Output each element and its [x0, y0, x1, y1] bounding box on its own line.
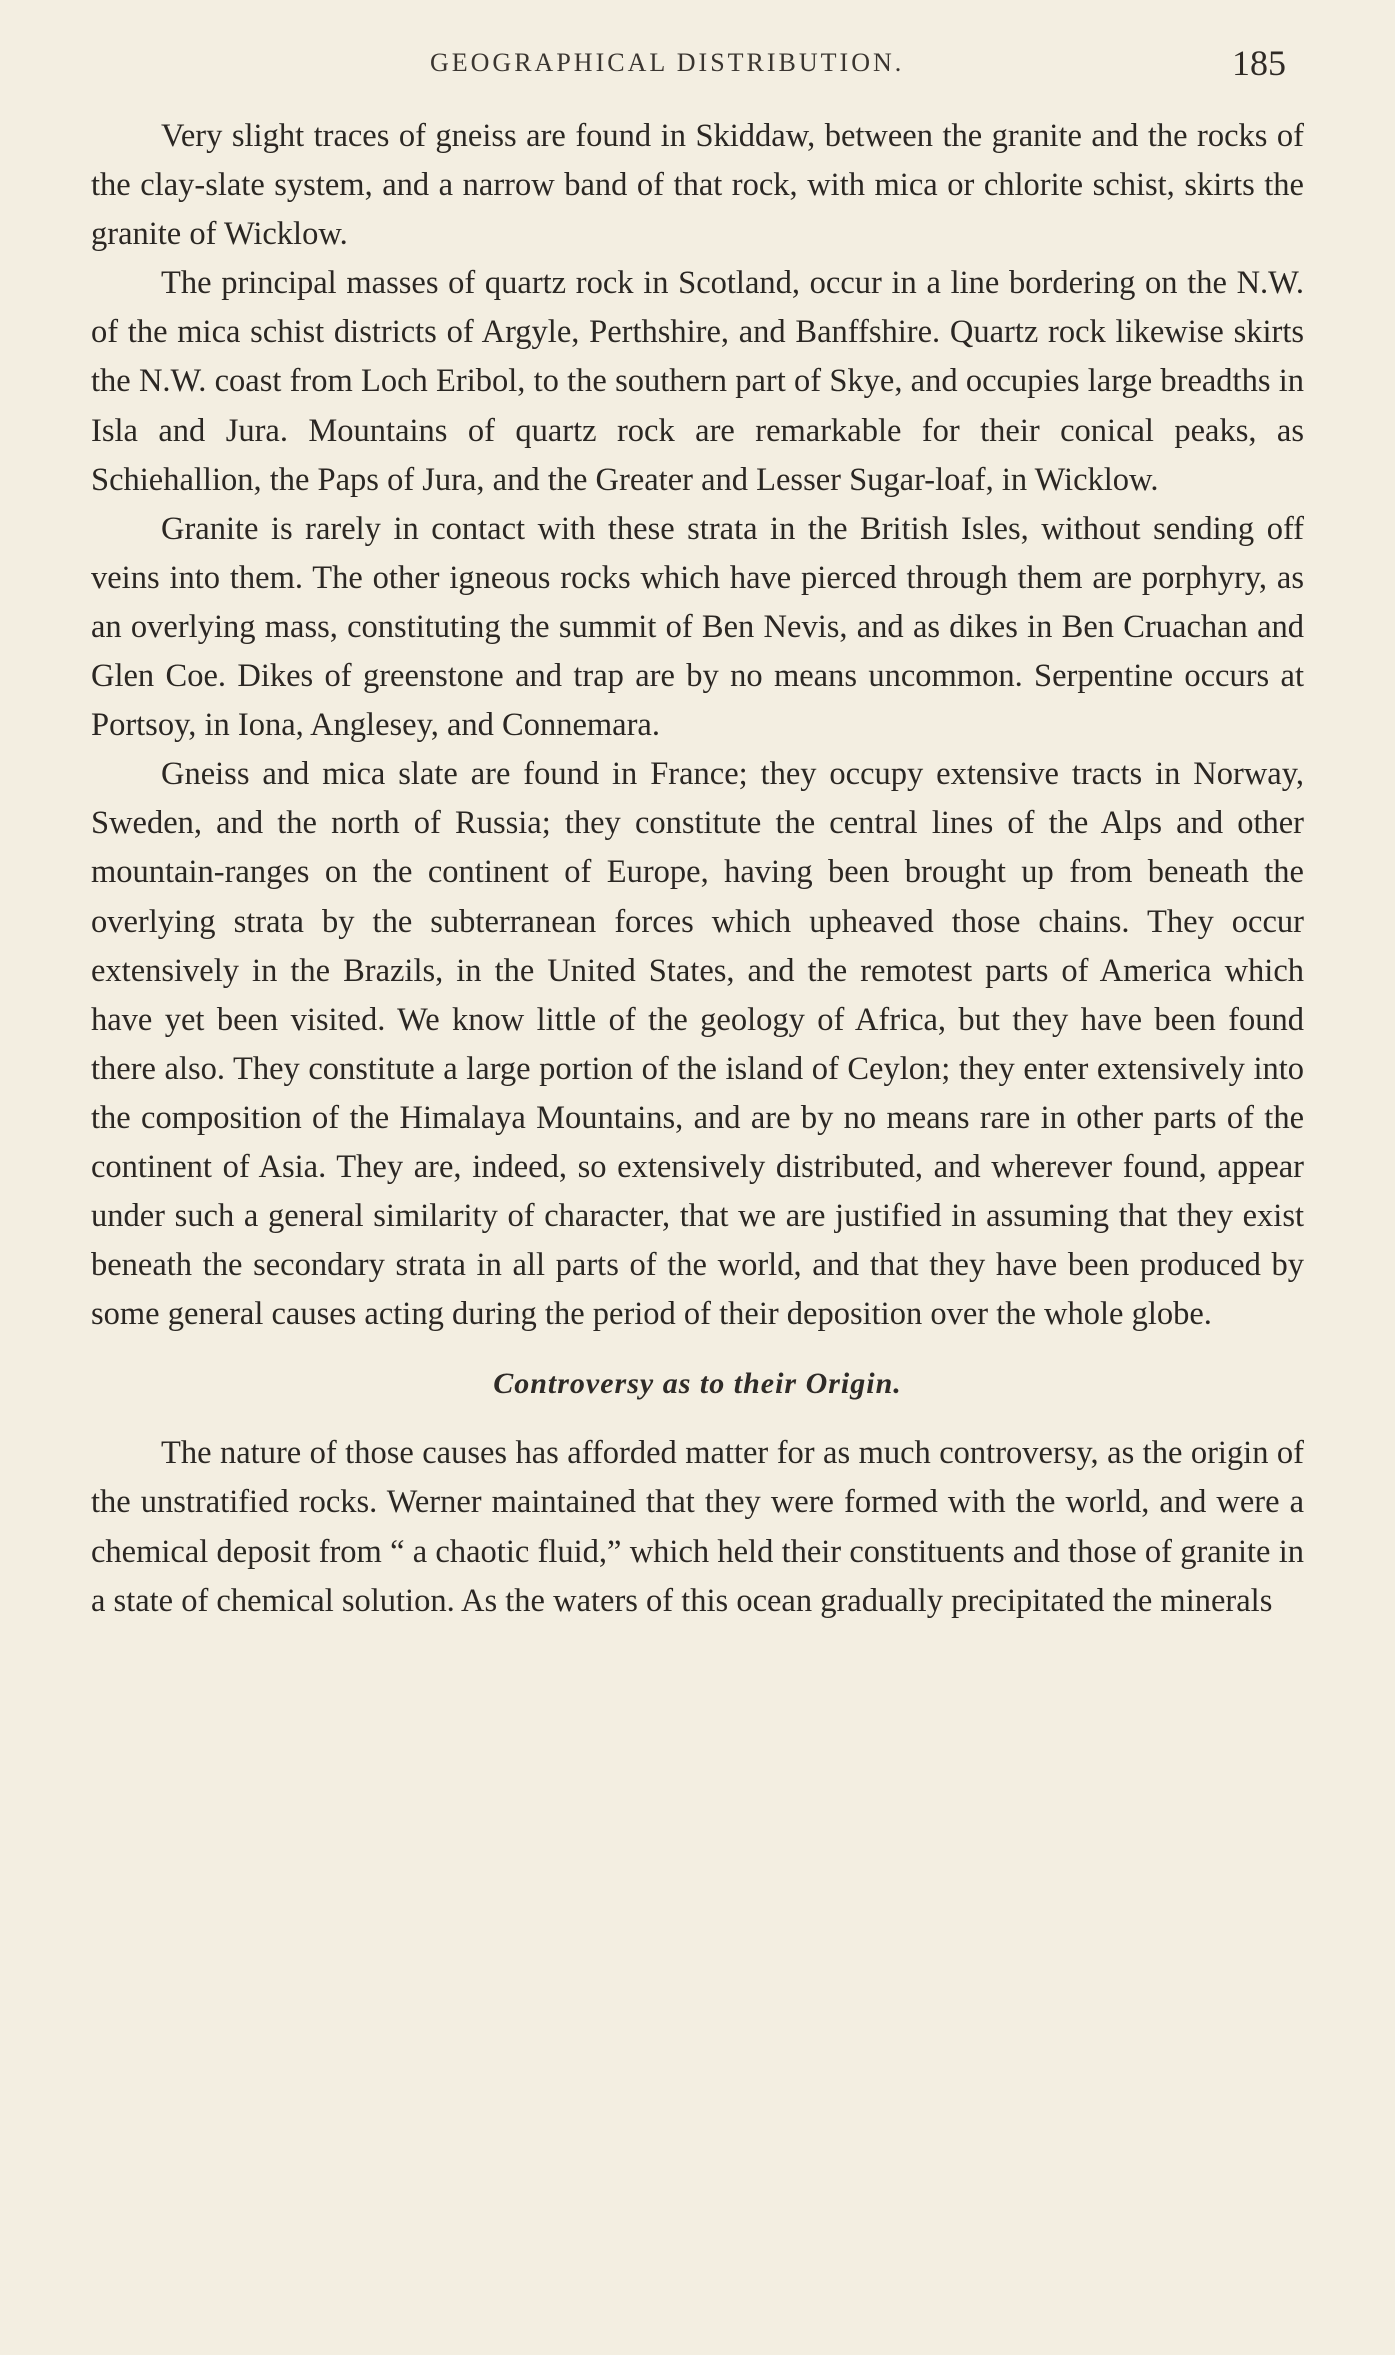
- running-title: GEOGRAPHICAL DISTRIBUTION.: [430, 48, 905, 77]
- section-heading: Controversy as to their Origin.: [493, 1367, 902, 1401]
- paragraph-skiddaw-gneiss: Very slight traces of gneiss are found in Skiddaw, between the granite and the rocks of the clay-slate system, and a narrow band of that rock, with mica or chlorite schist, skirts the granite of Wicklow.: [91, 118, 1304, 253]
- running-header: [0, 44, 1395, 84]
- paragraph-quartz-rock-scotland: The principal masses of quartz rock in Scotland, occur in a line bordering on the N.W. of the mica schist districts of Argyle, Perthshire, and Banffshire. Quartz rock likewise skirts the N.W. coast from Loch Eribol, to the southern part of Skye, and occupies large breadths in Isla and Jura. Mountains of quartz rock are remarkable for their conical peaks, as Schiehallion, the Paps of Jura, and the Greater and Lesser Sugar-loaf, in Wicklow.: [91, 265, 1304, 498]
- page-number: 185: [1232, 43, 1286, 83]
- body-text: [91, 112, 1304, 1626]
- paragraph-granite-contact: Granite is rarely in contact with these strata in the British Isles, without sending off veins into them. The other igneous rocks which have pierced through them are porphyry, as an overlying mass, constituting the summit of Ben Nevis, and as dikes in Ben Cruachan and Glen Coe. Dikes of greenstone and trap are by no means uncommon. Serpentine occurs at Portsoy, in Iona, Anglesey, and Connemara.: [91, 510, 1304, 744]
- paragraph-origin-controversy: The nature of those causes has afforded matter for as much controversy, as the origin of the unstratified rocks. Werner maintained that they were formed with the world, and were a chemical deposit from “ a chaotic fluid,” which held their constituents and those of granite in a state of chemical solution. As the waters of this ocean gradually precipitated the minerals: [91, 1435, 1304, 1619]
- paragraph-gneiss-distribution: Gneiss and mica slate are found in France; they occupy extensive tracts in Norway, Sweden, and the north of Russia; they constitute the central lines of the Alps and other mountain-ranges on the continent of Europe, having been brought up from beneath the overlying strata by the subterranean forces which upheaved those chains. They occur extensively in the Brazils, in the United States, and the remotest parts of America which have yet been visited. We know little of the geology of Africa, but they have been found there also. They constitute a large portion of the island of Ceylon; they enter extensively into the composition of the Himalaya Mountains, and are by no means rare in other parts of the continent of Asia. They are, indeed, so extensively distributed, and wherever found, appear under such a general similarity of character, that we are justified in assuming that they exist beneath the secondary strata in all parts of the world, and that they have been produced by some general causes acting during the period of their deposition over the whole globe.: [91, 756, 1304, 1333]
